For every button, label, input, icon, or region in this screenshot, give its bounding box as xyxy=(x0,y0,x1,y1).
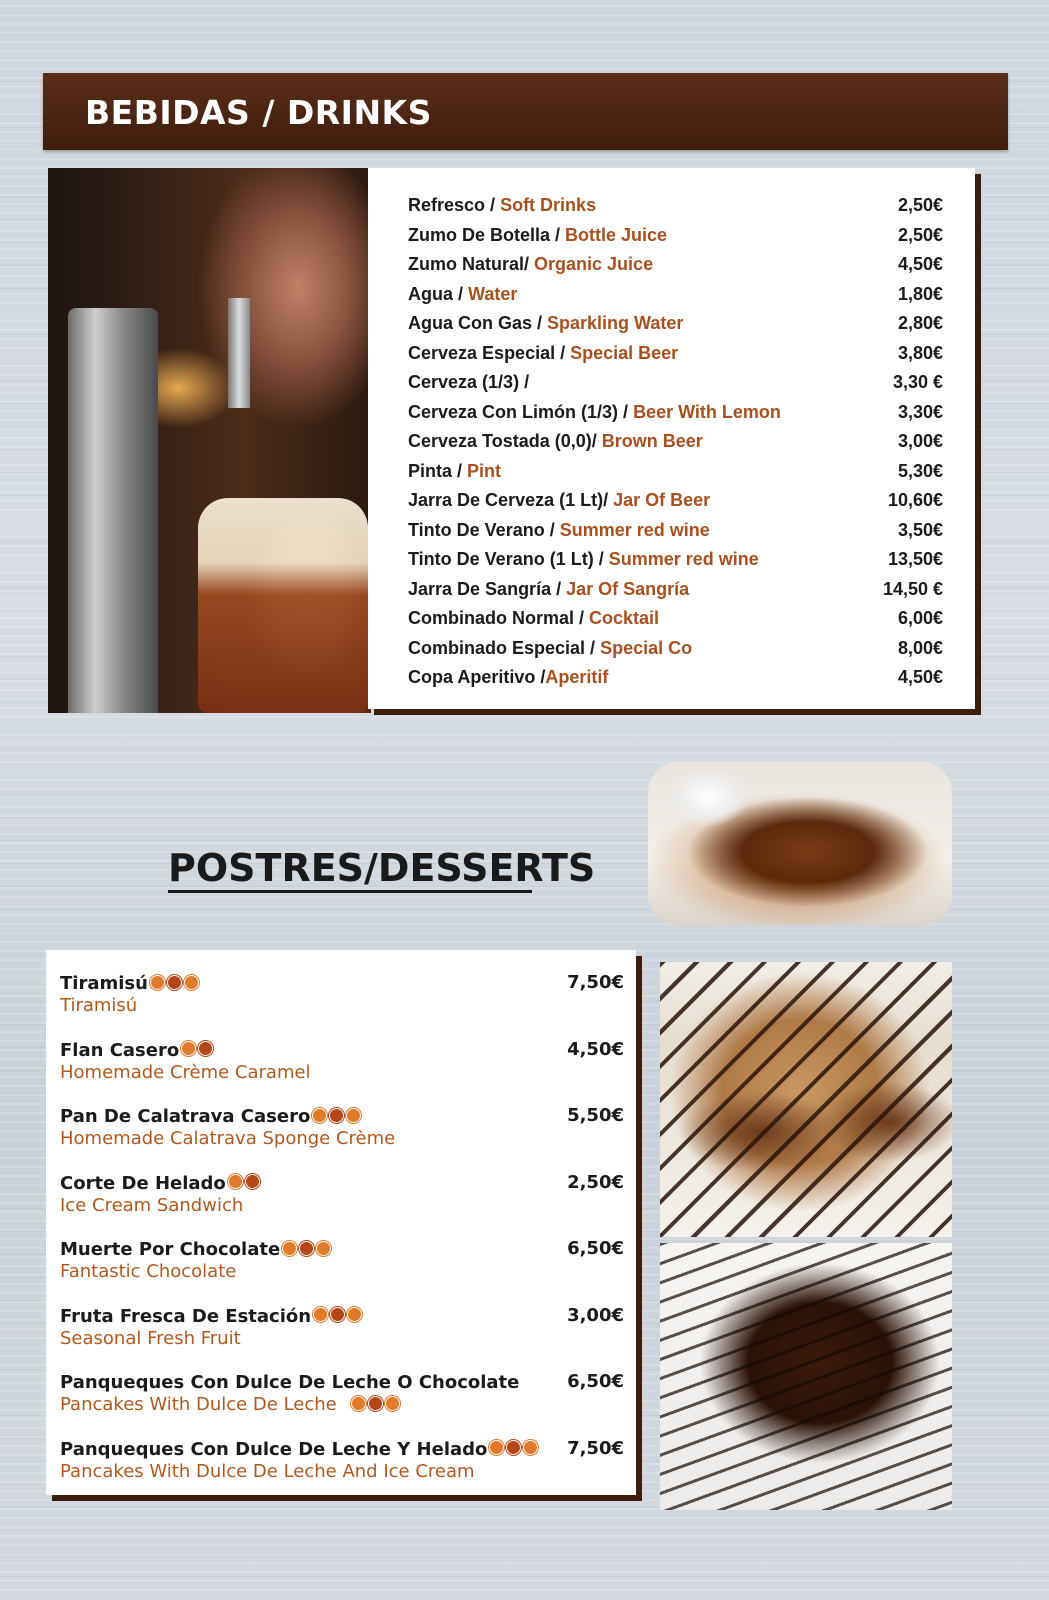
drink-separator: / xyxy=(574,608,590,628)
drink-separator: / xyxy=(551,578,567,599)
dessert-name-text: Flan Casero xyxy=(60,1039,180,1061)
drink-row xyxy=(408,343,943,371)
drink-separator: / xyxy=(593,549,609,569)
drink-price: 4,50€ xyxy=(897,254,943,274)
dessert-item xyxy=(60,1438,624,1483)
drink-price: 3,30€ xyxy=(897,401,943,422)
drink-name-en: Special Beer xyxy=(570,342,679,363)
wheat-icon xyxy=(184,975,199,990)
milk-icon xyxy=(506,1440,521,1455)
desserts-title: POSTRES/DESSERTS xyxy=(168,846,596,890)
drink-separator: / xyxy=(519,372,530,392)
dessert-name-es xyxy=(60,1438,624,1461)
drink-name-en: Summer red wine xyxy=(608,549,759,569)
drink-price: 10,60€ xyxy=(887,490,943,510)
drink-name-en: Bottle Juice xyxy=(565,224,668,245)
drink-row xyxy=(408,520,943,548)
drink-row xyxy=(408,254,943,282)
drink-name-en: Beer With Lemon xyxy=(633,401,781,422)
drink-price: 3,80€ xyxy=(897,342,943,363)
drink-name-en: Soft Drinks xyxy=(500,195,597,215)
drink-price: 4,50€ xyxy=(897,667,943,687)
dessert-name-text: Panqueques Con Dulce De Leche O Chocolate xyxy=(60,1372,520,1393)
milk-icon xyxy=(167,975,182,990)
milk-icon xyxy=(299,1241,314,1256)
drink-price: 13,50€ xyxy=(887,549,943,569)
dessert-name-text: Corte De Helado xyxy=(60,1172,226,1194)
wheat-icon xyxy=(347,1307,362,1322)
drinks-title: BEBIDAS / DRINKS xyxy=(85,93,432,132)
drink-row xyxy=(408,195,943,223)
drink-row xyxy=(408,490,943,518)
dessert-item xyxy=(60,1371,624,1416)
drink-row xyxy=(408,608,943,636)
wheat-icon xyxy=(316,1241,331,1256)
dessert-item xyxy=(60,1172,624,1217)
drink-separator: / xyxy=(453,283,469,304)
dessert-name-es xyxy=(60,1105,624,1128)
drink-separator: / xyxy=(591,431,602,451)
drink-name-en: Organic Juice xyxy=(534,254,654,274)
egg-icon xyxy=(282,1241,297,1256)
drink-name-en: Pint xyxy=(467,460,502,481)
egg-icon xyxy=(313,1307,328,1322)
drink-separator: / xyxy=(544,519,560,540)
drink-name-es: Zumo De Botella xyxy=(408,224,551,245)
wheat-icon xyxy=(523,1440,538,1455)
dessert-name-es xyxy=(60,1172,624,1195)
egg-icon xyxy=(351,1396,366,1411)
drink-name-es: Copa Aperitivo xyxy=(408,667,536,687)
crepes-photo xyxy=(660,962,952,1237)
drink-row xyxy=(408,667,943,695)
beer-tap-photo xyxy=(48,168,371,713)
desserts-list xyxy=(46,950,636,1495)
dessert-price: 4,50€ xyxy=(567,1038,624,1060)
drink-row xyxy=(408,402,943,430)
dessert-item xyxy=(60,1238,624,1283)
drink-name-es: Cerveza Con Limón (1/3) xyxy=(408,401,619,422)
dessert-price: 3,00€ xyxy=(567,1304,624,1326)
drink-price: 1,80€ xyxy=(897,283,943,304)
dessert-price: 7,50€ xyxy=(567,1437,624,1459)
drink-price: 2,80€ xyxy=(897,313,943,333)
drink-name-es: Combinado Normal xyxy=(408,608,575,628)
dessert-name-text: Pan De Calatrava Casero xyxy=(60,1106,311,1127)
dessert-item xyxy=(60,1305,624,1350)
dessert-name-es xyxy=(60,1238,624,1261)
dessert-name-en-text: Homemade Crème Caramel xyxy=(60,1061,311,1083)
drink-separator: / xyxy=(485,195,501,215)
wheat-icon xyxy=(346,1108,361,1123)
drink-separator: / xyxy=(585,637,601,658)
dessert-name-en-text: Seasonal Fresh Fruit xyxy=(60,1327,241,1349)
drink-name-es: Jarra De Cerveza (1 Lt) xyxy=(408,490,604,510)
drink-row xyxy=(408,284,943,312)
wheat-icon xyxy=(385,1396,400,1411)
dessert-name-en-text: Tiramisú xyxy=(60,995,138,1016)
dessert-item xyxy=(60,1039,624,1084)
dessert-name-en-text: Ice Cream Sandwich xyxy=(60,1194,244,1216)
drink-name-es: Cerveza Especial xyxy=(408,342,556,363)
dessert-name-en xyxy=(60,1328,624,1350)
drink-row xyxy=(408,461,943,489)
beer-tap-column xyxy=(68,308,158,713)
dessert-name-en xyxy=(60,1394,624,1416)
dessert-name-text: Muerte Por Chocolate xyxy=(60,1239,281,1260)
drink-separator: / xyxy=(550,224,566,245)
drink-name-es: Agua Con Gas xyxy=(408,313,533,333)
drink-separator: / xyxy=(452,460,468,481)
drink-name-en: Aperitif xyxy=(545,667,609,687)
drink-name-es: Tinto De Verano xyxy=(408,519,545,540)
drink-separator: / xyxy=(555,342,571,363)
milk-icon xyxy=(329,1108,344,1123)
dessert-name-en xyxy=(60,1062,624,1084)
drink-name-es: Jarra De Sangría xyxy=(408,578,552,599)
drink-separator: / xyxy=(618,401,634,422)
drink-name-es: Pinta xyxy=(408,460,453,481)
dessert-name-en xyxy=(60,1195,624,1217)
drink-name-en: Special Co xyxy=(600,637,693,658)
drink-separator: / xyxy=(603,490,614,510)
dessert-name-es xyxy=(60,1371,624,1394)
drink-name-en: Jar Of Sangría xyxy=(566,578,690,599)
dessert-name-en xyxy=(60,1261,624,1283)
dessert-name-en-text: Homemade Calatrava Sponge Crème xyxy=(60,1128,396,1149)
drink-separator: / xyxy=(535,667,546,687)
dessert-price: 2,50€ xyxy=(567,1171,624,1193)
dessert-item xyxy=(60,1105,624,1150)
dessert-name-es xyxy=(60,1305,624,1328)
dessert-name-en-text: Pancakes With Dulce De Leche And Ice Cream xyxy=(60,1460,475,1482)
dessert-price: 6,50€ xyxy=(567,1238,624,1259)
drink-name-es: Zumo Natural xyxy=(408,254,525,274)
dessert-name-en xyxy=(60,995,624,1017)
drink-name-en: Jar Of Beer xyxy=(613,490,711,510)
dessert-price: 5,50€ xyxy=(567,1105,624,1126)
drink-name-es: Cerveza Tostada (0,0) xyxy=(408,431,592,451)
dessert-name-en-text: Fantastic Chocolate xyxy=(60,1261,237,1282)
drink-separator: / xyxy=(524,254,535,274)
milk-icon xyxy=(368,1396,383,1411)
drink-name-en: Cocktail xyxy=(589,608,660,628)
dessert-name-en xyxy=(60,1461,624,1483)
drinks-list xyxy=(368,168,975,709)
drink-name-es: Cerveza (1/3) xyxy=(408,372,520,392)
drink-separator: / xyxy=(532,313,548,333)
drink-name-en: Sparkling Water xyxy=(547,313,684,333)
dessert-name-text: Fruta Fresca De Estación xyxy=(60,1305,312,1327)
dessert-name-en-text: Pancakes With Dulce De Leche xyxy=(60,1394,337,1415)
drink-row xyxy=(408,638,943,666)
drink-price: 6,00€ xyxy=(897,608,943,628)
drink-row xyxy=(408,313,943,341)
drink-name-es: Agua xyxy=(408,283,453,304)
drinks-banner xyxy=(43,73,1008,150)
drink-price: 3,30 € xyxy=(892,372,943,392)
drink-price: 3,50€ xyxy=(897,519,943,540)
dessert-name-es xyxy=(60,1039,624,1062)
sponge-cake-photo xyxy=(648,762,952,925)
dessert-name-en xyxy=(60,1128,624,1150)
dessert-name-text: Panqueques Con Dulce De Leche Y Helado xyxy=(60,1438,488,1460)
drink-price: 3,00€ xyxy=(897,431,943,451)
drink-name-en: Brown Beer xyxy=(601,431,703,451)
beer-glass xyxy=(198,498,368,713)
egg-icon xyxy=(489,1440,504,1455)
dessert-price: 6,50€ xyxy=(567,1371,624,1392)
drink-name-en: Summer red wine xyxy=(559,519,710,540)
drink-price: 8,00€ xyxy=(897,637,943,658)
egg-icon xyxy=(150,975,165,990)
desserts-title-underline xyxy=(168,890,532,893)
egg-icon xyxy=(181,1041,196,1056)
dessert-price: 7,50€ xyxy=(567,972,624,993)
drink-name-en: Water xyxy=(468,283,518,304)
drink-name-es: Combinado Especial xyxy=(408,637,586,658)
drink-price: 5,30€ xyxy=(897,460,943,481)
milk-icon xyxy=(245,1174,260,1189)
drink-row xyxy=(408,549,943,577)
drink-row xyxy=(408,579,943,607)
dessert-item xyxy=(60,972,624,1017)
egg-icon xyxy=(312,1108,327,1123)
drink-price: 2,50€ xyxy=(897,195,943,215)
milk-icon xyxy=(198,1041,213,1056)
drink-price: 2,50€ xyxy=(897,224,943,245)
dessert-name-text: Tiramisú xyxy=(60,973,148,994)
drink-name-es: Tinto De Verano (1 Lt) xyxy=(408,549,594,569)
drink-name-es: Refresco xyxy=(408,195,486,215)
drink-row xyxy=(408,431,943,459)
egg-icon xyxy=(228,1174,243,1189)
drink-row xyxy=(408,225,943,253)
drink-price: 14,50 € xyxy=(882,578,943,599)
beer-tap-handle xyxy=(228,298,250,408)
dessert-name-es xyxy=(60,972,624,995)
milk-icon xyxy=(330,1307,345,1322)
drink-row xyxy=(408,372,943,400)
brownie-photo xyxy=(660,1243,952,1510)
